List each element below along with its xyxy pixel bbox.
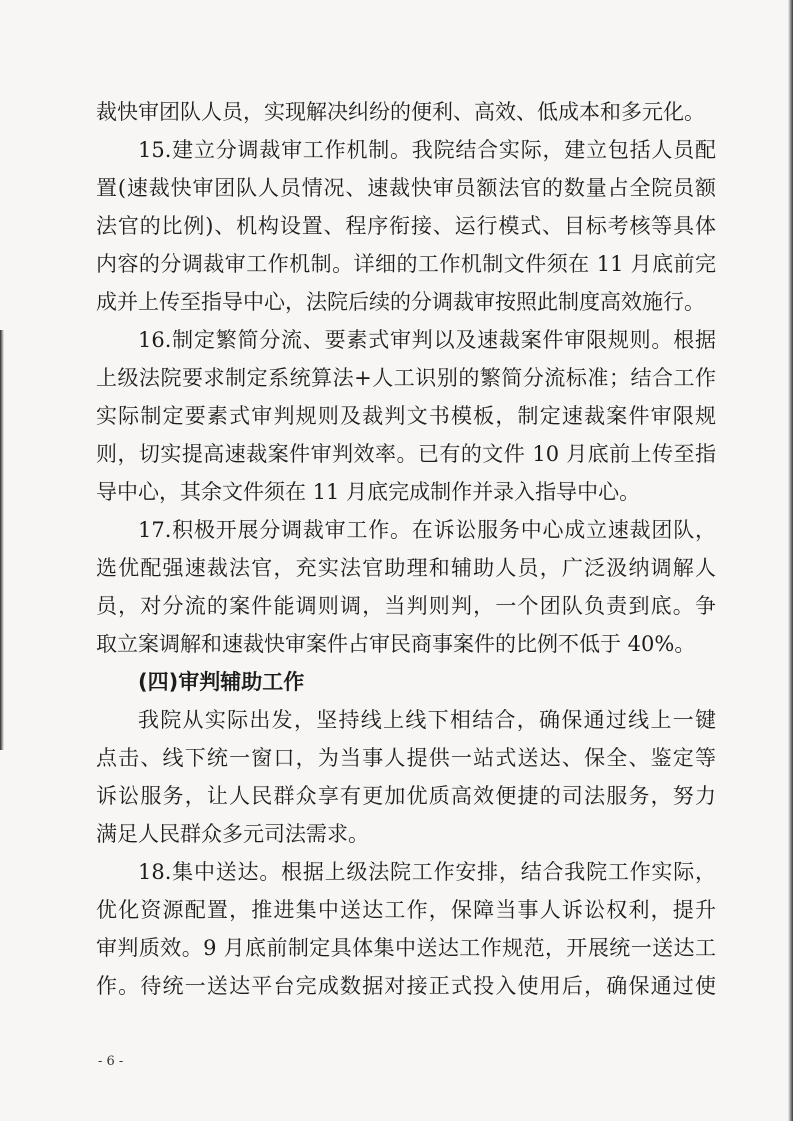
page-number: - 6 - xyxy=(98,1054,124,1069)
text-line: 点击、线下统一窗口，为当事人提供一站式送达、保全、鉴定等 xyxy=(96,746,716,770)
text-line: 内容的分调裁审工作机制。详细的工作机制文件须在 11 月底前完 xyxy=(96,252,716,276)
body-text xyxy=(96,93,716,1005)
text-line: 导中心，其余文件须在 11 月底完成制作并录入指导中心。 xyxy=(96,480,641,504)
text-line: 满足人民群众多元司法需求。 xyxy=(96,822,369,846)
section-heading: (四)审判辅助工作 xyxy=(138,670,305,694)
text-line: 上级法院要求制定系统算法+人工识别的繁简分流标准；结合工作 xyxy=(96,366,716,390)
scan-edge-left xyxy=(0,330,4,750)
text-line: 作。待统一送达平台完成数据对接正式投入使用后，确保通过使 xyxy=(96,974,716,998)
text-line: 17.积极开展分调裁审工作。在诉讼服务中心成立速裁团队， xyxy=(138,518,716,542)
text-line: 审判质效。9 月底前制定具体集中送达工作规范，开展统一送达工 xyxy=(96,936,716,960)
text-line: 实际制定要素式审判规则及裁判文书模板，制定速裁案件审限规 xyxy=(96,404,716,428)
text-line: 诉讼服务，让人民群众享有更加优质高效便捷的司法服务，努力 xyxy=(96,784,716,808)
text-line: 成并上传至指导中心，法院后续的分调裁审按照此制度高效施行。 xyxy=(96,290,705,314)
text-line: 则，切实提高速裁案件审判效率。已有的文件 10 月底前上传至指 xyxy=(96,442,716,466)
scan-edge-right xyxy=(788,0,793,1121)
text-line: 取立案调解和速裁快审案件占审民商事案件的比例不低于 40%。 xyxy=(96,632,696,656)
text-line: 员，对分流的案件能调则调，当判则判，一个团队负责到底。争 xyxy=(96,594,716,618)
text-line: 置(速裁快审团队人员情况、速裁快审员额法官的数量占全院员额 xyxy=(96,176,716,200)
text-line: 选优配强速裁法官，充实法官助理和辅助人员，广泛汲纳调解人 xyxy=(96,556,716,580)
text-line: 18.集中送达。根据上级法院工作安排，结合我院工作实际， xyxy=(138,860,716,884)
text-line: 16.制定繁简分流、要素式审判以及速裁案件审限规则。根据 xyxy=(138,328,716,352)
text-line: 裁快审团队人员，实现解决纠纷的便利、高效、低成本和多元化。 xyxy=(96,100,705,124)
text-line: 我院从实际出发，坚持线上线下相结合，确保通过线上一键 xyxy=(138,708,716,732)
text-line: 优化资源配置，推进集中送达工作，保障当事人诉讼权利，提升 xyxy=(96,898,716,922)
text-line: 15.建立分调裁审工作机制。我院结合实际，建立包括人员配 xyxy=(138,138,716,162)
text-line: 法官的比例)、机构设置、程序衔接、运行模式、目标考核等具体 xyxy=(96,214,716,238)
